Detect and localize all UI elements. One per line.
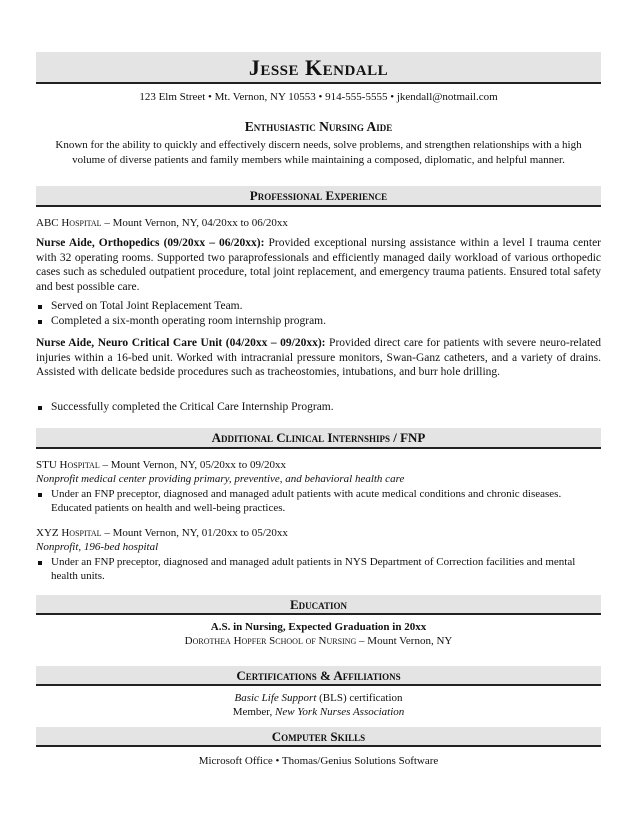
name-header bbox=[36, 52, 601, 84]
skills-heading-text: Computer Skills bbox=[271, 729, 366, 744]
list-item: Completed a six-month operating room internship program. bbox=[36, 314, 601, 329]
role-1-description bbox=[36, 236, 601, 294]
certifications-heading-text: Certifications & Affiliations bbox=[236, 668, 401, 683]
list-item: Under an FNP preceptor, diagnosed and managed adult patients in NYS Department of Correction facilities and mental health units. bbox=[36, 555, 601, 583]
internship-1-details: – Mount Vernon, NY, 05/20xx to 09/20xx bbox=[99, 459, 287, 471]
membership-org: New York Nurses Association bbox=[275, 706, 405, 718]
internship-2-name: XYZ Hospital bbox=[36, 527, 102, 539]
section-heading-internships bbox=[36, 428, 601, 449]
school-name: Dorothea Hopfer School of Nursing bbox=[184, 635, 357, 647]
school-location: – Mount Vernon, NY bbox=[356, 635, 453, 647]
certification-detail: (BLS) certification bbox=[316, 692, 403, 704]
objective-title: Enthusiastic Nursing Aide bbox=[244, 119, 393, 134]
candidate-name: Jesse Kendall bbox=[248, 55, 389, 80]
list-item: Successfully completed the Critical Care Internship Program. bbox=[36, 400, 601, 415]
role-2-description bbox=[36, 336, 601, 380]
membership-prefix: Member, bbox=[232, 706, 276, 718]
skills-line: Microsoft Office • Thomas/Genius Solutions Software bbox=[198, 755, 439, 767]
certification-name: Basic Life Support bbox=[234, 692, 317, 704]
role-2-title: Nurse Aide, Neuro Critical Care Unit (04/20xx – 09/20xx): bbox=[36, 337, 326, 349]
role-1-bullets bbox=[36, 299, 601, 328]
section-heading-experience bbox=[36, 186, 601, 207]
employer-name: ABC Hospital bbox=[36, 217, 102, 229]
internship-2-desc: Nonprofit, 196-bed hospital bbox=[36, 541, 159, 553]
internships-heading-text: Additional Clinical Internships / FNP bbox=[211, 430, 426, 445]
role-1-title: Nurse Aide, Orthopedics (09/20xx – 06/20xx): bbox=[36, 237, 265, 249]
list-item: Under an FNP preceptor, diagnosed and managed adult patients with acute medical conditions and chronic diseases. Educated patients on health and well-being practices. bbox=[36, 487, 601, 515]
internship-2-details: – Mount Vernon, NY, 01/20xx to 05/20xx bbox=[101, 527, 288, 539]
contact-line: 123 Elm Street • Mt. Vernon, NY 10553 • 914-555-5555 • jkendall@notmail.com bbox=[139, 91, 498, 103]
membership-line bbox=[36, 705, 601, 719]
employer-line bbox=[36, 216, 601, 230]
internship-2-line bbox=[36, 526, 601, 540]
certification-line bbox=[36, 691, 601, 705]
internship-1-desc: Nonprofit medical center providing primary, preventive, and behavioral health care bbox=[36, 473, 405, 485]
school-line bbox=[36, 634, 601, 648]
role-1-text: Provided exceptional nursing assistance within a level I trauma center with 32 operating rooms. Supported two paraprofessionals and efficiently managed daily workload of various orthopedic cases such as scheduled outpatient procedure, total joint replacement, and emergency trauma patients. Ensured total safety and best possible care. bbox=[36, 237, 602, 293]
degree: A.S. in Nursing, Expected Graduation in 20xx bbox=[210, 621, 427, 633]
role-2-bullets bbox=[36, 400, 601, 415]
objective-text: Known for the ability to quickly and effectively discern needs, solve problems, and strengthen relationships with a high volume of diverse patients and family members while maintaining a composed, diplomatic, and helpful manner. bbox=[55, 139, 582, 166]
education-heading-text: Education bbox=[289, 597, 347, 612]
section-heading-education bbox=[36, 595, 601, 615]
role-2-text: Provided direct care for patients with severe neuro-related injuries within a 16-bed unit. Worked with intracranial pressure monitors, Swan-Ganz catheters, and a variety of drains. Assisted with delicate bedside procedures such as tracheostomies, intubations, and burr hole drilling. bbox=[36, 337, 601, 378]
internship-2-bullets bbox=[36, 555, 601, 583]
section-heading-certifications bbox=[36, 666, 601, 686]
section-heading-skills bbox=[36, 727, 601, 747]
internship-1-line bbox=[36, 458, 601, 472]
internship-1-bullets bbox=[36, 487, 601, 515]
employer-details: – Mount Vernon, NY, 04/20xx to 06/20xx bbox=[101, 217, 288, 229]
internship-1-name: STU Hospital bbox=[36, 459, 100, 471]
list-item: Served on Total Joint Replacement Team. bbox=[36, 299, 601, 314]
experience-heading-text: Professional Experience bbox=[249, 188, 388, 203]
